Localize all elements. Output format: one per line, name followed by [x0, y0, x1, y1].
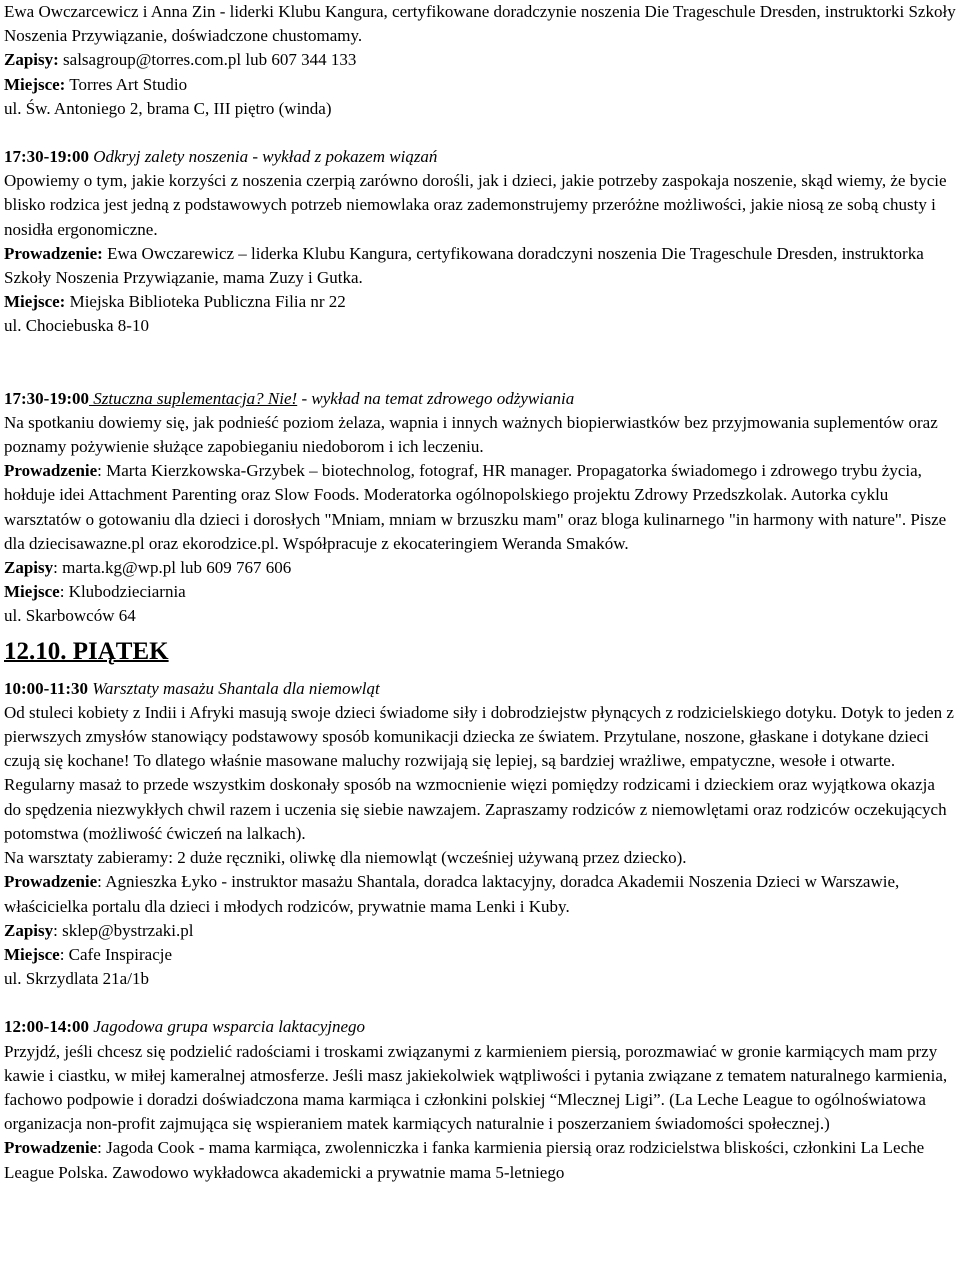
place-line	[4, 580, 956, 604]
event-heading	[4, 1015, 956, 1039]
host-label: Prowadzenie	[4, 872, 98, 892]
place-line	[4, 73, 956, 97]
place-label: Miejsce	[4, 944, 60, 964]
host-line	[4, 242, 956, 290]
signup-label: Zapisy:	[4, 50, 59, 70]
event-title: Sztuczna suplementacja? Nie!	[88, 388, 298, 408]
address-line: ul. Chociebuska 8-10	[4, 316, 149, 336]
signup-value: : marta.kg@wp.pl lub 609 767 606	[53, 558, 292, 578]
event-time: 17:30-19:00	[4, 388, 89, 408]
host-value: : Agnieszka Łyko - instruktor masażu Shantala, doradca laktacyjny, doradca Akademii Noszenia Dzieci w Warszawie, właścicielka portalu dla dzieci i młodych rodziców, prywatnie mama Lenki i Kuby.	[4, 872, 900, 916]
place-value: Miejska Biblioteka Publiczna Filia nr 22	[65, 292, 346, 312]
signup-line	[4, 556, 956, 580]
signup-value: salsagroup@torres.com.pl lub 607 344 133	[58, 50, 357, 70]
host-line	[4, 1136, 956, 1184]
day-heading: 12.10. PIĄTEK	[4, 637, 169, 665]
event-title: Jagodowa grupa wsparcia laktacyjnego	[88, 1017, 366, 1037]
event-heading	[4, 145, 956, 169]
signup-line	[4, 919, 956, 943]
place-value: Torres Art Studio	[65, 74, 188, 94]
event-description: Od stuleci kobiety z Indii i Afryki masują swoje dzieci świadome siły i dobrodziejstw płynących z rodzicielskiego dotyku. Dotyk to jeden z pierwszych zmysłów stanowiący podstawowy sposób komunikacji dziecka ze światem. Przytulane, noszone, głaskane i dotykane dzieci czują się kochane! To dlatego właśnie masowane maluchy rozwijają się lepiej, są bardziej wrażliwe, empatyczne, wesołe i otwarte. Regularny masaż to przede wszystkim doskonały sposób na wzmocnienie więzi pomiędzy rodzicami i dzieckiem oraz wyjątkowa okazja do spędzenia niezwykłych chwil razem i uczenia się siebie nawzajem. Zapraszamy rodziców z niemowlętami oraz rodziców oczekujących potomstwa (możliwość ćwiczeń na lalkach).	[4, 702, 954, 843]
host-value: Ewa Owczarewicz – liderka Klubu Kangura, certyfikowana doradczyni noszenia Die Trageschule Dresden, instruktorka Szkoły Noszenia Przywiązanie, mama Zuzy i Gutka.	[4, 243, 924, 288]
place-value: : Cafe Inspiracje	[59, 944, 173, 964]
event-title: Odkryj zalety noszenia - wykład z pokazem wiązań	[88, 147, 438, 167]
place-label: Miejsce:	[4, 292, 66, 312]
event-heading	[4, 387, 956, 411]
place-label: Miejsce:	[4, 74, 66, 94]
signup-line	[4, 48, 956, 72]
address-line: ul. Skrzydlata 21a/1b	[4, 969, 149, 989]
event-title: Warsztaty masażu Shantala dla niemowląt	[88, 678, 380, 698]
event-description: Opowiemy o tym, jakie korzyści z noszenia czerpią zarówno dorośli, jak i dzieci, jakie potrzeby zaspokaja noszenie, skąd wiemy, że bycie blisko rodzica jest jedną z podstawowych potrzeb niemowlaka oraz zademonstrujemy przeróżne możliwości, jakie niosą ze sobą chusty i nosidła ergonomiczne.	[4, 171, 947, 239]
event-heading	[4, 677, 956, 701]
host-value: : Marta Kierzkowska-Grzybek – biotechnolog, fotograf, HR manager. Propagatorka świadomego i zdrowego trybu życia, hołduje idei Attachment Parenting oraz Slow Foods. Moderatorka ogólnopolskiego projektu Zdrowy Przedszkolak. Autorka cyklu warsztatów o gotowaniu dla dzieci i dorosłych "Mniam, mniam w brzuszku mam" oraz bloga kulinarnego "in harmony with nature". Pisze dla dziecisawazne.pl oraz ekorodzice.pl. Współpracuje z ekocateringiem Weranda Smaków.	[4, 461, 947, 553]
event-time: 12:00-14:00	[4, 1017, 89, 1037]
place-label: Miejsce	[4, 582, 60, 602]
event-time: 17:30-19:00	[4, 147, 89, 167]
host-value: : Jagoda Cook - mama karmiąca, zwolenniczka i fanka karmienia piersią oraz rodzicielstwa bliskości, członkini La Leche League Polska. Zawodowo wykładowca akademicki a prywatnie mama 5-letniego	[4, 1138, 925, 1182]
host-line	[4, 459, 956, 556]
place-line	[4, 290, 956, 314]
event-time: 10:00-11:30	[4, 678, 89, 698]
host-label: Prowadzenie	[4, 461, 98, 481]
host-label: Prowadzenie	[4, 1138, 98, 1158]
event-subtitle: - wykład na temat zdrowego odżywiania	[297, 388, 575, 408]
address-line: ul. Skarbowców 64	[4, 606, 136, 626]
host-line	[4, 870, 956, 918]
bring-line: Na warsztaty zabieramy: 2 duże ręczniki, oliwkę dla niemowląt (wcześniej używaną przez dziecko).	[4, 848, 687, 868]
signup-value: : sklep@bystrzaki.pl	[53, 920, 194, 940]
organizers-text: Ewa Owczarcewicz i Anna Zin - liderki Klubu Kangura, certyfikowane doradczynie noszenia Die Trageschule Dresden, instruktorki Szkoły Noszenia Przywiązanie, doświadczone chustomamy.	[4, 2, 956, 46]
address-line: ul. Św. Antoniego 2, brama C, III piętro (winda)	[4, 98, 332, 118]
event-description: Na spotkaniu dowiemy się, jak podnieść poziom żelaza, wapnia i innych ważnych biopierwiastków bez przyjmowania suplementów oraz poznamy pożywienie służące zapobieganiu niedoborom i ich leczeniu.	[4, 412, 938, 457]
host-label: Prowadzenie:	[4, 243, 103, 263]
signup-label: Zapisy	[4, 920, 54, 940]
event-description: Przyjdź, jeśli chcesz się podzielić radościami i troskami związanymi z karmieniem piersią, porozmawiać w gronie karmiących mam przy kawie i ciastku, w miłej kameralnej atmosferze. Jeśli masz jakiekolwiek wątpliwości i pytania związane z tematem naturalnego karmienia, fachowo podpowie i doradzi doświadczona mama karmiąca i członkini polskiej “Mlecznej Ligi”. (La Leche League to ogólnoświatowa organizacja non-profit zajmująca się wspieraniem matek karmiących naturalnie i poszerzaniem świadomości społecznej.)	[4, 1041, 948, 1134]
signup-label: Zapisy	[4, 558, 54, 578]
place-line	[4, 943, 956, 967]
place-value: : Klubodzieciarnia	[59, 582, 186, 602]
